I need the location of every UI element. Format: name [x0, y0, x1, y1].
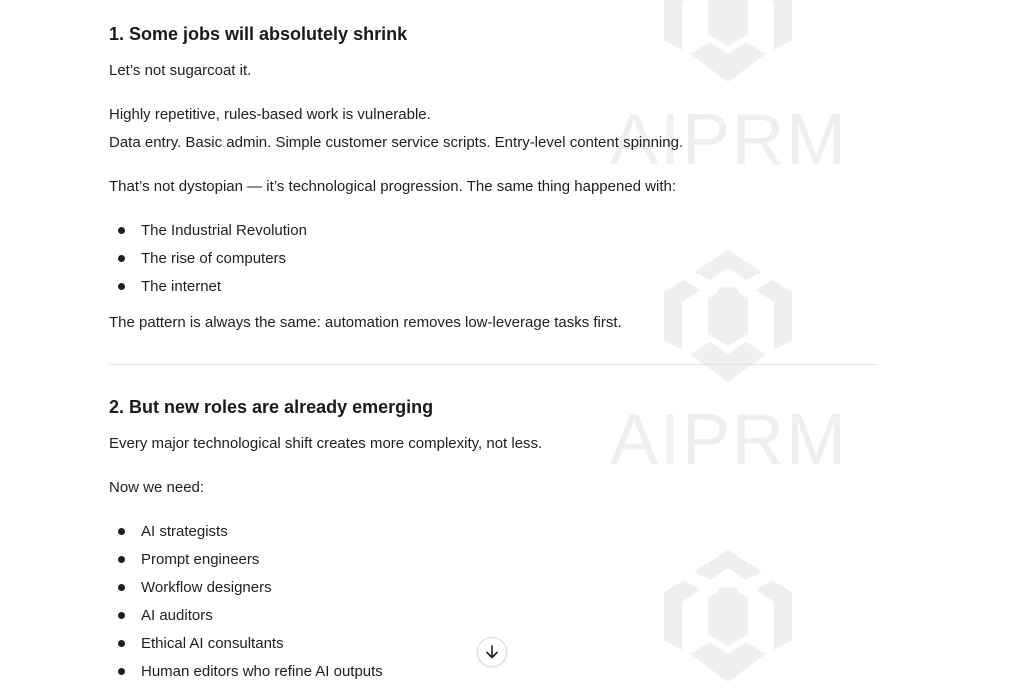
list-item: [109, 662, 609, 682]
list-item-text: Workflow designers: [141, 579, 272, 596]
bullet-icon: [118, 227, 125, 234]
scroll-to-bottom-button[interactable]: [477, 637, 507, 667]
bullet-icon: [118, 255, 125, 262]
list-item: [109, 522, 609, 542]
list-item-text: The rise of computers: [141, 250, 287, 267]
list-item-text: Ethical AI consultants: [141, 635, 284, 652]
section1-paragraph: Highly repetitive, rules-based work is vulnerable.: [109, 106, 431, 123]
list-item: [109, 550, 609, 570]
list-item-text: AI strategists: [141, 523, 228, 540]
watermark-text: AIPRM: [609, 400, 849, 480]
bullet-icon: [118, 612, 125, 619]
section2-paragraph: Now we need:: [109, 479, 205, 496]
section1-paragraph: Let’s not sugarcoat it.: [109, 62, 252, 79]
list-item: [109, 606, 609, 626]
list-item-text: The internet: [141, 278, 222, 295]
section1-paragraph: That’s not dystopian — it’s technological progression. The same thing happened with:: [109, 178, 677, 195]
bullet-icon: [118, 668, 125, 675]
list-item-text: AI auditors: [141, 607, 213, 624]
section1-heading: 1. Some jobs will absolutely shrink: [109, 24, 408, 44]
list-item-text: Prompt engineers: [141, 551, 260, 568]
list-item: [109, 277, 609, 297]
bullet-icon: [118, 556, 125, 563]
list-item: [109, 221, 609, 241]
bullet-icon: [118, 283, 125, 290]
aiprm-logo-icon: [664, 550, 792, 682]
list-item-text: Human editors who refine AI outputs: [141, 663, 383, 680]
section1-paragraph: The pattern is always the same: automation removes low-leverage tasks first.: [109, 314, 622, 331]
aiprm-logo-icon: [664, 250, 792, 382]
list-item: [109, 634, 609, 654]
aiprm-logo-icon: [664, 0, 792, 82]
list-item: [109, 249, 609, 269]
watermark-text: AIPRM: [609, 100, 849, 180]
section2-paragraph: Every major technological shift creates more complexity, not less.: [109, 435, 543, 452]
list-item: [109, 578, 609, 598]
section2-heading: 2. But new roles are already emerging: [109, 397, 434, 417]
bullet-icon: [118, 584, 125, 591]
section1-paragraph: Data entry. Basic admin. Simple customer service scripts. Entry-level content spinning.: [109, 134, 684, 151]
bullet-icon: [118, 640, 125, 647]
bullet-icon: [118, 528, 125, 535]
arrow-down-icon: [484, 644, 500, 660]
section-divider: [109, 364, 877, 365]
list-item-text: The Industrial Revolution: [141, 222, 307, 239]
